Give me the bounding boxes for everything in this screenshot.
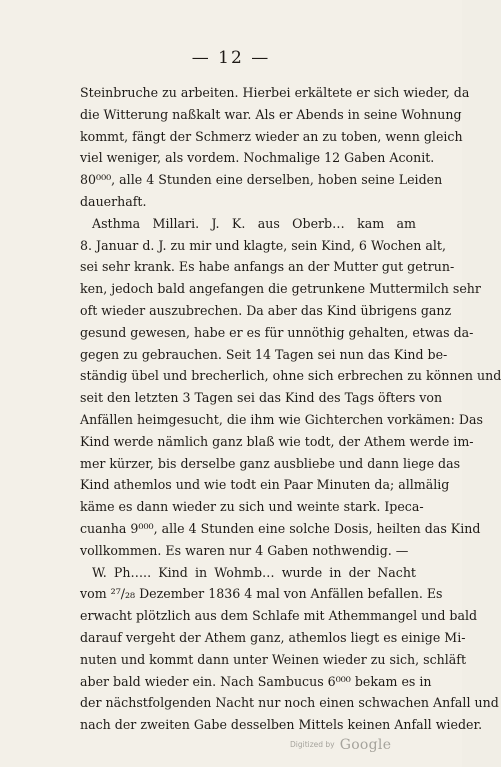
text-line: sei sehr krank. Es habe anfangs an der Mutter gut getrun-: [80, 259, 455, 275]
section-heading-line: Asthma Millari. J. K. aus Oberb… kam am: [92, 215, 416, 231]
text-line: 80⁰⁰⁰, alle 4 Stunden eine derselben, hoben seine Leiden: [80, 172, 443, 188]
text-line: erwacht plötzlich aus dem Schlafe mit Athemmangel und bald: [80, 608, 478, 624]
text-line: darauf vergeht der Athem ganz, athemlos liegt es einige Mi-: [80, 629, 466, 645]
digitized-by-label: Digitized by: [290, 740, 335, 749]
text-line: vom ²⁷/₂₈ Dezember 1836 4 mal von Anfällen befallen. Es: [80, 586, 443, 602]
text-line: aber bald wieder ein. Nach Sambucus 6⁰⁰⁰ bekam es in: [80, 673, 432, 689]
text-line: Steinbruche zu arbeiten. Hierbei erkältete er sich wieder, da: [80, 85, 470, 100]
text-line: ständig übel und brecherlich, ohne sich erbrechen zu können und: [80, 368, 501, 384]
text-line: Anfällen heimgesucht, die ihm wie Gichterchen vorkämen: Das: [80, 411, 483, 427]
text-line: vollkommen. Es waren nur 4 Gaben nothwendig. —: [80, 542, 409, 558]
text-line: Kind athemlos und wie todt ein Paar Minuten da; allmälig: [80, 477, 450, 493]
text-line: nuten und kommt dann unter Weinen wieder zu sich, schläft: [80, 651, 467, 667]
body-text: [80, 82, 501, 736]
text-line: gesund gewesen, habe er es für unnöthig gehalten, etwas da-: [80, 324, 474, 340]
text-line: seit den letzten 3 Tagen sei das Kind des Tags öfters von: [80, 390, 443, 406]
text-line: mer kürzer, bis derselbe ganz ausbliebe und dann liege das: [80, 455, 461, 471]
text-line: kommt, fängt der Schmerz wieder an zu toben, wenn gleich: [80, 128, 463, 144]
text-line: 8. Januar d. J. zu mir und klagte, sein Kind, 6 Wochen alt,: [80, 237, 446, 253]
page-number-header: — 12 —: [191, 48, 271, 68]
text-line: dauerhaft.: [80, 193, 147, 209]
text-line: viel weniger, als vordem. Nochmalige 12 Gaben Aconit.: [80, 150, 435, 166]
digitized-watermark: [290, 734, 391, 753]
text-line: käme es dann wieder zu sich und weinte stark. Ipeca-: [80, 499, 424, 515]
text-line: gegen zu gebrauchen. Seit 14 Tagen sei nun das Kind be-: [80, 346, 448, 362]
text-line: der nächstfolgenden Nacht nur noch einen schwachen Anfall und: [80, 695, 499, 711]
text-line: oft wieder auszubrechen. Da aber das Kind übrigens ganz: [80, 302, 452, 318]
text-line: die Witterung naßkalt war. Als er Abends in seine Wohnung: [80, 106, 462, 122]
text-line: nach der zweiten Gabe desselben Mittels keinen Anfall wieder.: [80, 717, 483, 733]
google-logo: Google: [339, 737, 392, 753]
text-line: ken, jedoch bald angefangen die getrunkene Muttermilch sehr: [80, 281, 481, 297]
text-line: W. Ph….. Kind in Wohmb… wurde in der Nacht: [92, 564, 416, 580]
text-line: Kind werde nämlich ganz blaß wie todt, der Athem werde im-: [80, 433, 474, 449]
text-line: cuanha 9⁰⁰⁰, alle 4 Stunden eine solche Dosis, heilten das Kind: [80, 520, 481, 536]
